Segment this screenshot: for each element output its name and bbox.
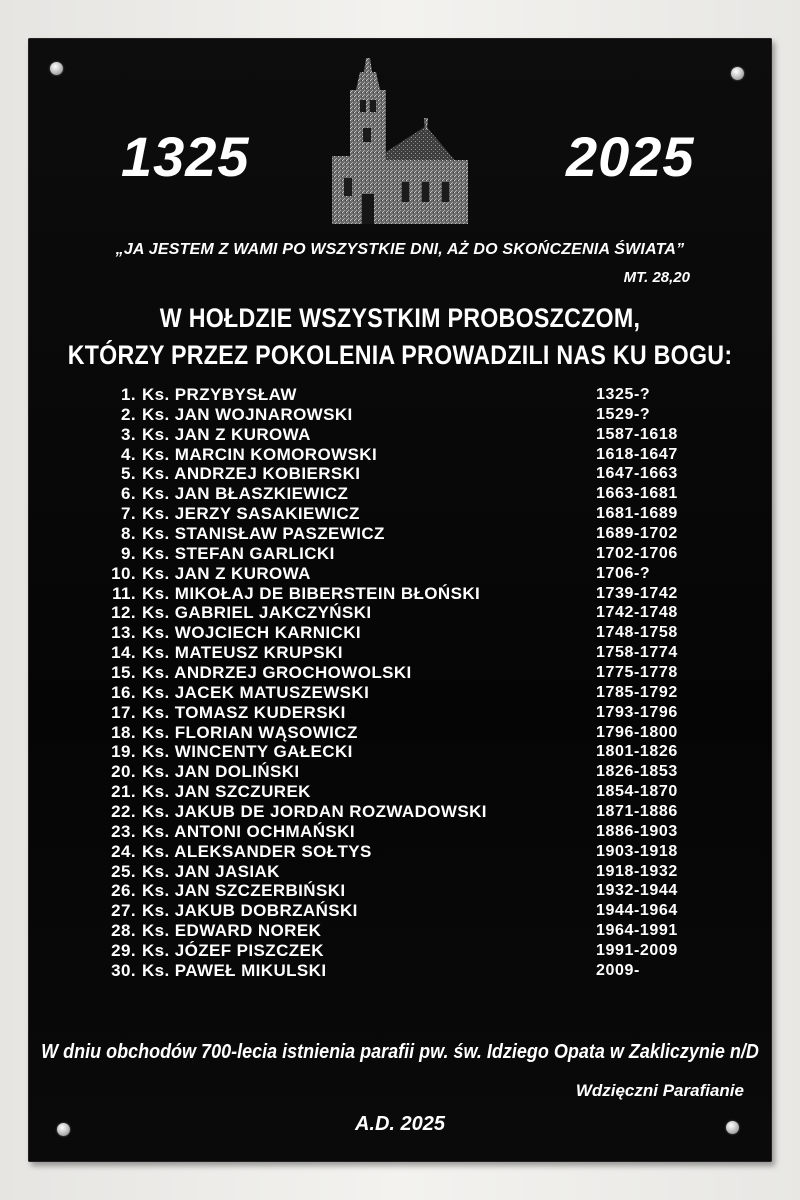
date-text: A.D. 2025 — [354, 1113, 446, 1135]
list-item — [0, 742, 800, 762]
priest-years: 2009- — [596, 961, 640, 979]
list-item — [0, 901, 800, 921]
list-item — [0, 822, 800, 842]
list-item — [0, 584, 800, 604]
priest-years: 1826-1853 — [596, 763, 678, 781]
priest-number: 3. — [121, 424, 136, 444]
priest-name: Ks. WINCENTY GAŁECKI — [142, 742, 353, 762]
list-item — [0, 425, 800, 445]
heading-line-1: W HOŁDZIE WSZYSTKIM PROBOSZCZOM, — [159, 303, 641, 333]
priest-years: 1689-1702 — [596, 525, 678, 543]
priest-number: 18. — [111, 722, 136, 742]
priest-years: 1529-? — [596, 405, 651, 423]
priest-years: 1325-? — [596, 386, 651, 403]
priest-name: Ks. MATEUSZ KRUPSKI — [142, 643, 343, 663]
priest-number: 6. — [121, 484, 136, 504]
list-item — [0, 961, 800, 981]
priest-number: 2. — [121, 404, 136, 424]
priest-number: 22. — [111, 802, 136, 822]
priest-list — [0, 385, 800, 981]
signature-text: Wdzięczni Parafianie — [575, 1081, 744, 1100]
priest-name: Ks. JAN Z KUROWA — [142, 563, 311, 583]
priest-years: 1758-1774 — [596, 644, 678, 662]
priest-name: Ks. JAN DOLIŃSKI — [142, 762, 300, 782]
priest-name: Ks. STANISŁAW PASZEWICZ — [142, 524, 385, 544]
list-item — [0, 762, 800, 782]
priest-years: 1944-1964 — [596, 902, 678, 920]
priest-name: Ks. ANTONI OCHMAŃSKI — [142, 821, 355, 841]
list-item — [0, 504, 800, 524]
priest-name: Ks. JERZY SASAKIEWICZ — [142, 504, 360, 524]
priest-name: Ks. JAN SZCZUREK — [142, 782, 311, 802]
list-item — [0, 564, 800, 584]
priest-number: 8. — [121, 524, 136, 544]
priest-number: 25. — [111, 861, 136, 881]
priest-years: 1932-1944 — [596, 882, 678, 900]
list-item — [0, 703, 800, 723]
year-end: 2025 — [566, 125, 695, 188]
list-item — [0, 663, 800, 683]
priest-years: 1742-1748 — [596, 604, 678, 622]
priest-name: Ks. GABRIEL JAKCZYŃSKI — [142, 603, 372, 623]
year-start: 1325 — [121, 125, 250, 188]
list-item — [0, 385, 800, 405]
priest-number: 5. — [121, 464, 136, 484]
priest-number: 11. — [112, 583, 136, 603]
list-item — [0, 603, 800, 623]
priest-years: 1706-? — [596, 564, 651, 582]
priest-number: 14. — [111, 643, 136, 663]
priest-years: 1991-2009 — [596, 942, 678, 960]
priest-name: Ks. MARCIN KOMOROWSKI — [142, 444, 378, 464]
list-item — [0, 802, 800, 822]
priest-years: 1647-1663 — [596, 465, 678, 483]
priest-number: 9. — [121, 543, 136, 563]
priest-name: Ks. JAKUB DOBRZAŃSKI — [142, 901, 358, 921]
priest-years: 1964-1991 — [596, 922, 678, 940]
priest-name: Ks. PRZYBYSŁAW — [142, 385, 297, 404]
list-item — [0, 842, 800, 862]
priest-name: Ks. EDWARD NOREK — [142, 921, 322, 941]
priest-years: 1801-1826 — [596, 743, 678, 761]
priest-number: 21. — [111, 782, 136, 802]
priest-years: 1785-1792 — [596, 683, 678, 701]
priest-number: 16. — [111, 682, 136, 702]
screw-top-left-icon — [50, 62, 63, 75]
bible-quote: „JA JESTEM Z WAMI PO WSZYSTKIE DNI, AŻ DO SKOŃCZENIA ŚWIATA” — [115, 241, 685, 258]
priest-number: 20. — [111, 762, 136, 782]
priest-name: Ks. JAN Z KUROWA — [142, 424, 311, 444]
priest-number: 27. — [111, 901, 136, 921]
priest-name: Ks. JAN BŁASZKIEWICZ — [142, 484, 349, 504]
priest-number: 19. — [111, 742, 136, 762]
list-item — [0, 623, 800, 643]
priest-number: 30. — [111, 960, 136, 980]
list-item — [0, 921, 800, 941]
priest-number: 15. — [111, 663, 136, 683]
list-item — [0, 683, 800, 703]
list-item — [0, 643, 800, 663]
priest-number: 17. — [111, 702, 136, 722]
priest-years: 1681-1689 — [596, 505, 678, 523]
priest-name: Ks. JAN SZCZERBIŃSKI — [142, 881, 346, 901]
list-item — [0, 524, 800, 544]
list-item — [0, 941, 800, 961]
priest-name: Ks. TOMASZ KUDERSKI — [142, 702, 346, 722]
priest-name: Ks. JAKUB DE JORDAN ROZWADOWSKI — [142, 802, 487, 822]
priest-name: Ks. JAN WOJNAROWSKI — [142, 404, 353, 424]
priest-number: 4. — [121, 444, 136, 464]
priest-years: 1871-1886 — [596, 803, 678, 821]
list-item — [0, 445, 800, 465]
priest-years: 1587-1618 — [596, 425, 678, 443]
priest-name: Ks. FLORIAN WĄSOWICZ — [142, 722, 358, 742]
screw-top-right-icon — [731, 67, 744, 80]
list-item — [0, 881, 800, 901]
priest-name: Ks. JÓZEF PISZCZEK — [142, 941, 324, 961]
priest-number: 12. — [111, 603, 136, 623]
list-item — [0, 723, 800, 743]
priest-number: 28. — [111, 921, 136, 941]
list-item — [0, 544, 800, 564]
priest-name: Ks. JAN JASIAK — [142, 861, 280, 881]
priest-name: Ks. ANDRZEJ KOBIERSKI — [142, 464, 361, 484]
list-item — [0, 782, 800, 802]
priest-name: Ks. JACEK MATUSZEWSKI — [142, 682, 370, 702]
priest-name: Ks. PAWEŁ MIKULSKI — [142, 960, 327, 980]
priest-number: 23. — [111, 821, 136, 841]
priest-years: 1796-1800 — [596, 723, 678, 741]
priest-name: Ks. ANDRZEJ GROCHOWOLSKI — [142, 663, 412, 683]
list-item — [0, 862, 800, 882]
list-item — [0, 484, 800, 504]
priest-years: 1918-1932 — [596, 862, 678, 880]
priest-name: Ks. ALEKSANDER SOŁTYS — [142, 841, 372, 861]
priest-years: 1618-1647 — [596, 445, 678, 463]
priest-years: 1702-1706 — [596, 544, 678, 562]
priest-years: 1663-1681 — [596, 485, 678, 503]
priest-years: 1903-1918 — [596, 842, 678, 860]
priest-number: 26. — [111, 881, 136, 901]
priest-years: 1854-1870 — [596, 783, 678, 801]
priest-name: Ks. WOJCIECH KARNICKI — [142, 623, 362, 643]
priest-years: 1748-1758 — [596, 624, 678, 642]
priest-number: 7. — [121, 504, 136, 524]
priest-name: Ks. MIKOŁAJ DE BIBERSTEIN BŁOŃSKI — [142, 583, 481, 603]
priest-years: 1793-1796 — [596, 703, 678, 721]
priest-name: Ks. STEFAN GARLICKI — [142, 543, 335, 563]
church-engraving-icon — [330, 56, 472, 228]
priest-number: 29. — [111, 941, 136, 961]
list-item — [0, 464, 800, 484]
priest-years: 1739-1742 — [596, 584, 678, 602]
priest-years: 1886-1903 — [596, 822, 678, 840]
list-item — [0, 405, 800, 425]
priest-number: 10. — [111, 563, 136, 583]
bible-reference: MT. 28,20 — [623, 269, 690, 286]
heading-line-2: KTÓRZY PRZEZ POKOLENIA PROWADZILI NAS KU BOGU: — [67, 340, 733, 370]
priest-years: 1775-1778 — [596, 664, 678, 682]
priest-number: 13. — [111, 623, 136, 643]
priest-number: 1. — [121, 385, 136, 404]
dedication-text: W dniu obchodów 700-lecia istnienia parafii pw. św. Idziego Opata w Zakliczynie n/D — [41, 1041, 759, 1063]
priest-number: 24. — [111, 841, 136, 861]
